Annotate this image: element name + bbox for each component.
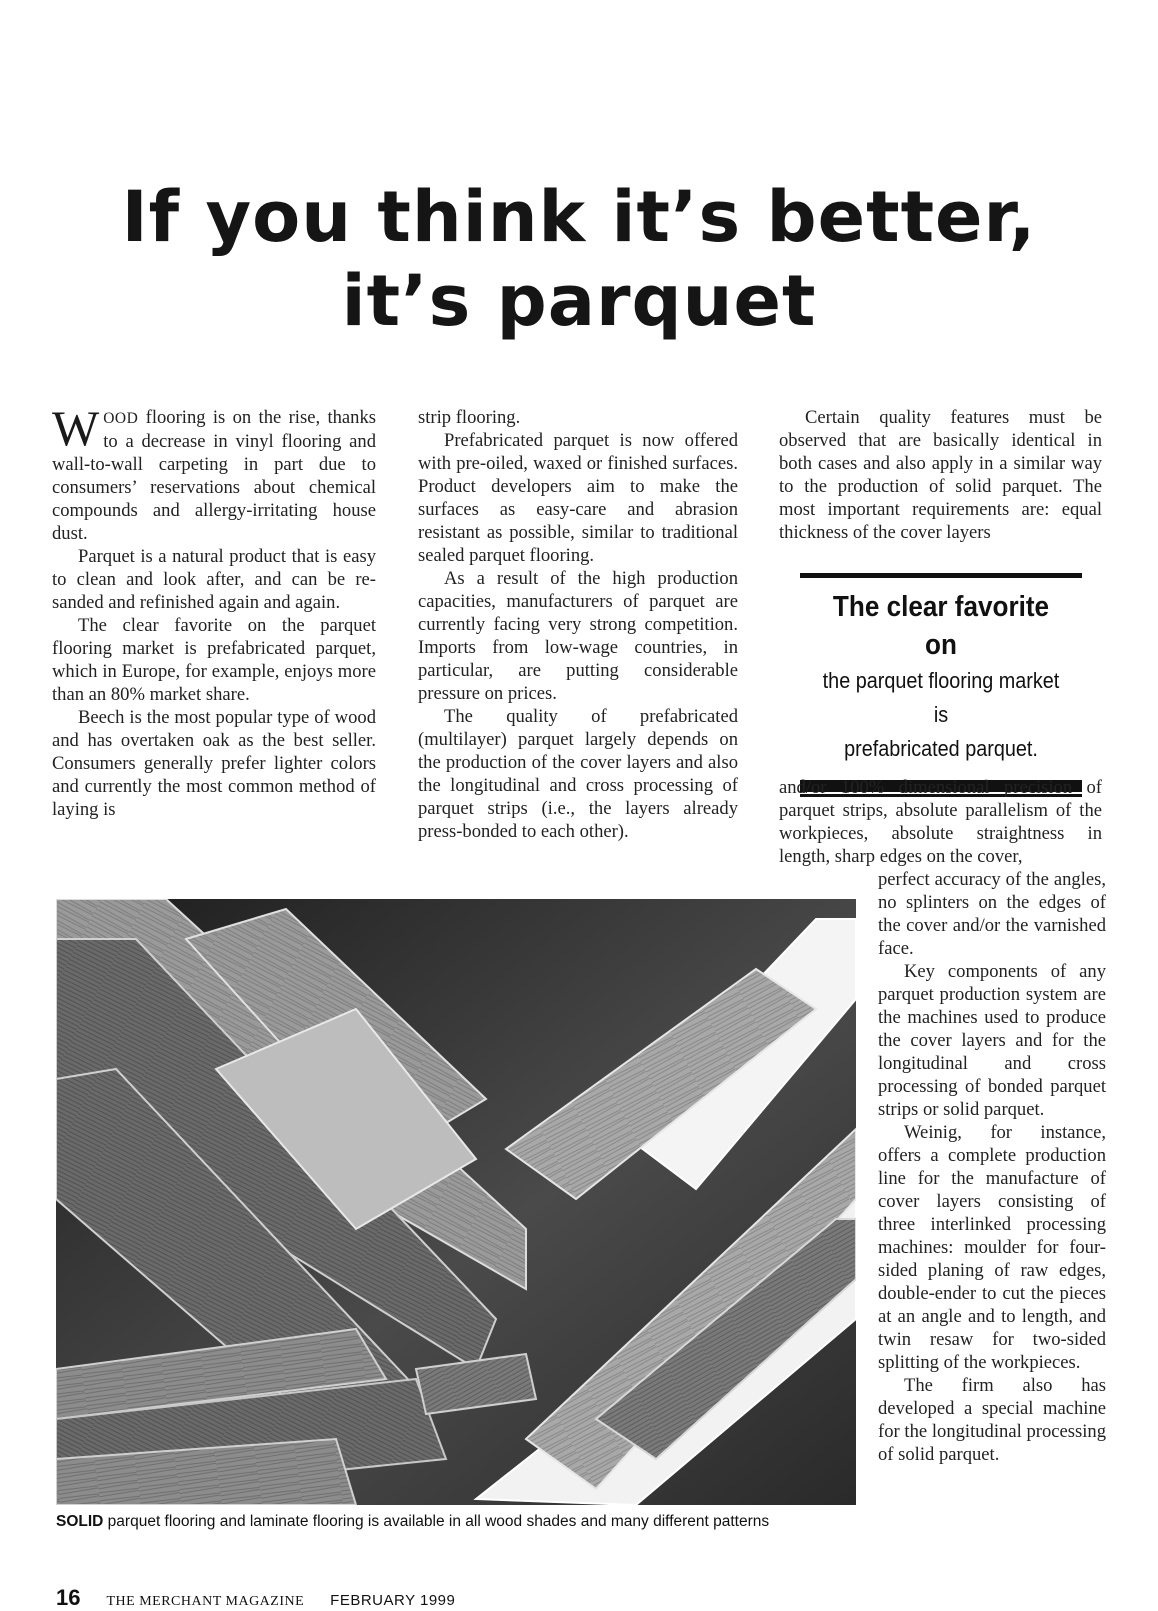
paragraph-continued: and/or 100% dimensional precision of parquet strips, absolute parallelism of the workpieces, absolute straightness in length, sharp edges on the cover, <box>779 777 1102 867</box>
paragraph: The quality of prefabricated (multilayer) parquet largely depends on the production of the cover layers and also the longitudinal and cross processing of parquet strips (i.e., the layers already press-bonded to each other). <box>418 706 738 842</box>
pull-quote-line-1: The clear favorite on <box>832 591 1050 661</box>
paragraph-continued: strip flooring. <box>418 407 521 428</box>
headline <box>0 175 1158 343</box>
paragraph: The clear favorite on the parquet flooring market is prefabricated parquet, which in Europe, for example, enjoys more than an 80% market share. <box>52 615 376 705</box>
issue-date: FEBRUARY 1999 <box>330 1592 456 1609</box>
paragraph: As a result of the high production capacities, manufacturers of parquet are currently facing very strong competition. Imports from low-wage countries, in particular, are putting considerable pressure on prices. <box>418 568 738 704</box>
article-column-3-top <box>779 406 1102 544</box>
paragraph: Parquet is a natural product that is easy to clean and look after, and can be re-sanded and refinished again and again. <box>52 546 376 613</box>
magazine-name: THE MERCHANT MAGAZINE <box>106 1594 305 1609</box>
paragraph: Weinig, for instance, offers a complete production line for the manufacture of cover layers consisting of three interlinked processing machines: moulder for four-sided planing of raw edges, double-ender to cut the pieces at an angle and to length, and twin resaw for two-sided splitting of the workpieces. <box>878 1122 1106 1373</box>
paragraph: The firm also has developed a special machine for the longitudinal processing of solid parquet. <box>878 1375 1106 1465</box>
pull-quote-line-2: the parquet flooring market is <box>822 668 1060 727</box>
headline-line-1: If you think it’s better, <box>121 176 1037 258</box>
pull-quote-line-3: prefabricated parquet. <box>844 736 1038 761</box>
paragraph: Beech is the most popular type of wood and has overtaken oak as the best seller. Consumers generally prefer lighter colors and currently the most common method of laying is <box>52 707 376 820</box>
lead-word: OOD <box>103 410 139 427</box>
caption-text: parquet flooring and laminate flooring is available in all wood shades and many different patterns <box>103 1513 770 1530</box>
paragraph: Certain quality features must be observed that are basically identical in both cases and also apply in a similar way to the production of solid parquet. The most important requirements are: equal thickness of the cover layers <box>779 407 1102 543</box>
caption-lead: SOLID <box>56 1513 104 1530</box>
page-number: 16 <box>56 1585 81 1610</box>
paragraph-intro <box>52 400 376 545</box>
paragraph: Prefabricated parquet is now offered with pre-oiled, waxed or finished surfaces. Product developers aim to make the surfaces as easy-care and abrasion resistant as possible, similar to traditional sealed parquet flooring. <box>418 430 738 566</box>
article-column-3-bottom <box>878 868 1106 1466</box>
paragraph: Key components of any parquet production system are the machines used to produce the cover layers and for the longitudinal and cross processing of bonded parquet strips or solid parquet. <box>878 961 1106 1120</box>
page-footer <box>56 1585 455 1609</box>
paragraph-continued: perfect accuracy of the angles, no splinters on the edges of the cover and/or the varnished face. <box>878 869 1106 959</box>
parquet-photo <box>56 899 856 1505</box>
drop-cap: W <box>52 400 100 456</box>
headline-line-2: it’s parquet <box>341 260 817 342</box>
article-column-2 <box>418 406 738 843</box>
article-column-1 <box>52 400 376 821</box>
pull-quote <box>800 573 1082 794</box>
pull-quote-rule-top <box>800 573 1082 578</box>
paragraph-intro-text: flooring is on the rise, thanks to a decrease in vinyl flooring and wall-to-wall carpeting in part due to consumers’ reservations about chemical compounds and allergy-irritating house dust. <box>52 407 376 544</box>
article-column-3-middle <box>779 776 1102 868</box>
photo-caption <box>56 1512 856 1532</box>
